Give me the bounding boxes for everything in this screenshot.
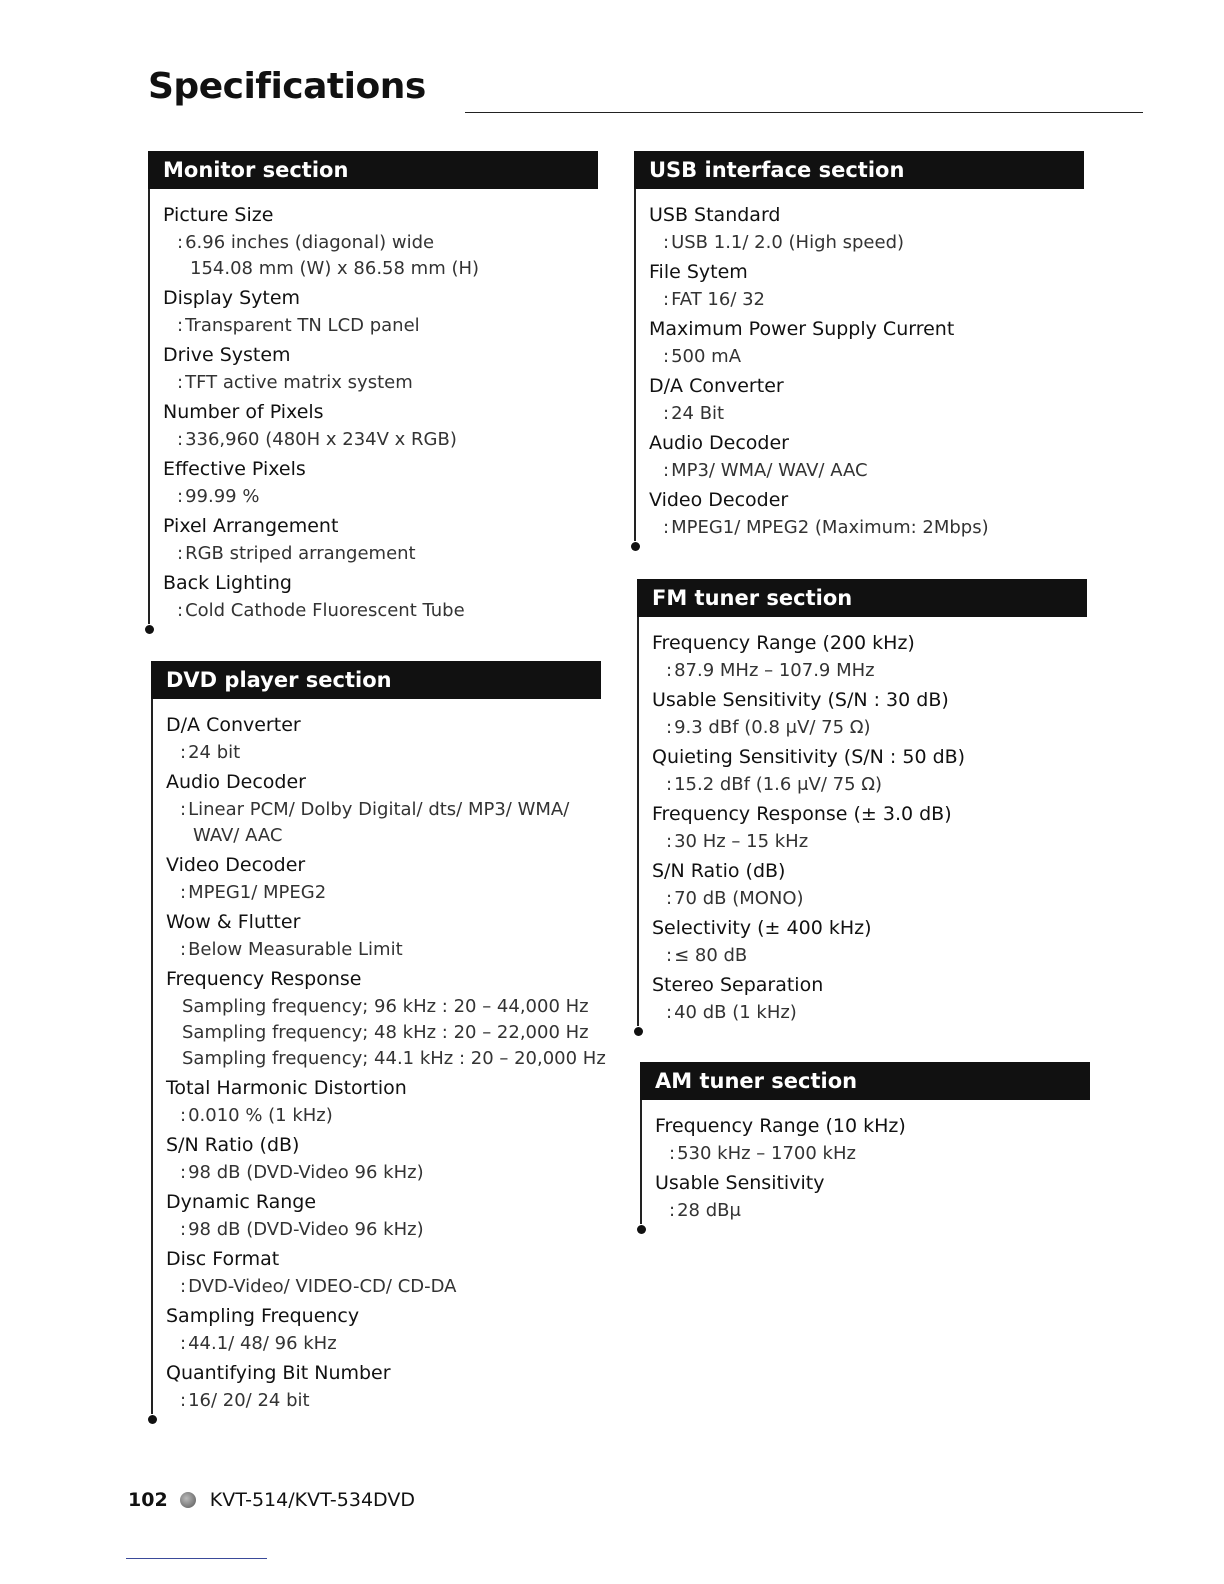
spec-value — [166, 1331, 601, 1357]
spec-value — [166, 1046, 606, 1072]
spec-value-text: 24 bit — [188, 742, 241, 763]
spec-value-text: 500 mA — [671, 346, 742, 367]
usb-section — [634, 151, 1084, 543]
spec-value — [655, 1141, 1090, 1167]
value-colon: : — [666, 888, 673, 909]
spec-label: Stereo Separation — [652, 974, 824, 996]
page-title: Specifications — [148, 66, 426, 107]
value-colon: : — [666, 1002, 673, 1023]
spec-item — [652, 686, 1087, 741]
spec-label: Video Decoder — [649, 489, 789, 511]
spec-value-text: 336,960 (480H x 234V x RGB) — [185, 429, 457, 450]
monitor-section — [148, 151, 598, 626]
spec-item — [652, 743, 1087, 798]
spec-list — [652, 629, 1087, 1026]
spec-value-text: 98 dB (DVD-Video 96 kHz) — [188, 1162, 424, 1183]
spec-label: USB Standard — [649, 204, 781, 226]
spec-label: S/N Ratio (dB) — [166, 1134, 300, 1156]
spec-value-text: 24 Bit — [671, 403, 725, 424]
spec-value — [652, 658, 1087, 684]
spec-value-text: USB 1.1/ 2.0 (High speed) — [671, 232, 905, 253]
spec-label: Pixel Arrangement — [163, 515, 339, 537]
spec-label: Display Sytem — [163, 287, 301, 309]
bullet-icon — [180, 1492, 196, 1508]
spec-value — [163, 484, 598, 510]
value-colon: : — [663, 232, 670, 253]
value-colon: : — [663, 460, 670, 481]
spec-value-text: MPEG1/ MPEG2 — [188, 882, 327, 903]
value-colon: : — [177, 543, 184, 564]
spec-item — [163, 569, 598, 624]
spec-item — [652, 857, 1087, 912]
spec-value — [649, 230, 1084, 256]
value-colon: : — [180, 799, 187, 820]
spec-label: Maximum Power Supply Current — [649, 318, 955, 340]
spec-value-text: 30 Hz – 15 kHz — [674, 831, 809, 852]
value-colon: : — [666, 774, 673, 795]
spec-value-text: ≤ 80 dB — [674, 945, 748, 966]
section-header: Monitor section — [148, 151, 598, 189]
spec-item — [163, 201, 598, 282]
spec-item — [163, 341, 598, 396]
spec-label: Audio Decoder — [649, 432, 789, 454]
spec-item — [163, 398, 598, 453]
spec-value — [652, 772, 1087, 798]
spec-value-text: TFT active matrix system — [185, 372, 413, 393]
spec-item — [166, 851, 601, 906]
section-line — [637, 617, 639, 1026]
spec-item — [652, 914, 1087, 969]
spec-label: Frequency Range (10 kHz) — [655, 1115, 906, 1137]
spec-item — [166, 768, 601, 849]
spec-item — [652, 800, 1087, 855]
spec-item — [649, 201, 1084, 256]
section-line — [148, 189, 150, 624]
value-colon: : — [666, 945, 673, 966]
spec-label: Usable Sensitivity (S/N : 30 dB) — [652, 689, 949, 711]
spec-value — [163, 230, 598, 256]
spec-item — [652, 971, 1087, 1026]
section-header: DVD player section — [151, 661, 601, 699]
spec-value-text: Cold Cathode Fluorescent Tube — [185, 600, 465, 621]
spec-label: Effective Pixels — [163, 458, 306, 480]
spec-item — [166, 1359, 601, 1414]
spec-value-text: Sampling frequency; 44.1 kHz : 20 – 20,000 Hz — [182, 1048, 606, 1069]
value-colon: : — [663, 346, 670, 367]
spec-item — [166, 965, 606, 1072]
spec-label: D/A Converter — [166, 714, 301, 736]
spec-item — [166, 908, 601, 963]
spec-value-text: 6.96 inches (diagonal) wide — [185, 232, 435, 253]
spec-label: D/A Converter — [649, 375, 784, 397]
spec-value — [649, 344, 1084, 370]
fm-section — [637, 579, 1087, 1028]
spec-value — [166, 994, 601, 1020]
spec-item — [649, 372, 1084, 427]
section-body — [148, 189, 598, 624]
spec-label: Frequency Range (200 kHz) — [652, 632, 915, 654]
spec-value-text: 9.3 dBf (0.8 μV/ 75 Ω) — [674, 717, 871, 738]
spec-label: Disc Format — [166, 1248, 280, 1270]
spec-value — [166, 740, 601, 766]
spec-value — [163, 598, 598, 624]
spec-value-text: Below Measurable Limit — [188, 939, 403, 960]
section-body — [640, 1100, 1090, 1224]
spec-item — [166, 1131, 601, 1186]
spec-value — [163, 256, 598, 282]
spec-label: Usable Sensitivity — [655, 1172, 825, 1194]
page-footer — [128, 1489, 415, 1511]
value-colon: : — [180, 742, 187, 763]
spec-value — [652, 886, 1087, 912]
value-colon: : — [180, 939, 187, 960]
am-section — [640, 1062, 1090, 1226]
spec-value-text: MPEG1/ MPEG2 (Maximum: 2Mbps) — [671, 517, 989, 538]
spec-value-text: Transparent TN LCD panel — [185, 315, 420, 336]
spec-label: Quantifying Bit Number — [166, 1362, 391, 1384]
spec-label: Frequency Response — [166, 968, 362, 990]
value-colon: : — [666, 717, 673, 738]
section-body — [151, 699, 606, 1414]
section-body — [637, 617, 1087, 1026]
spec-value — [166, 1217, 601, 1243]
spec-label: Frequency Response (± 3.0 dB) — [652, 803, 952, 825]
spec-label: Video Decoder — [166, 854, 306, 876]
section-line — [640, 1100, 642, 1224]
spec-value-text: 44.1/ 48/ 96 kHz — [188, 1333, 337, 1354]
spec-value — [649, 401, 1084, 427]
spec-value — [649, 458, 1084, 484]
spec-item — [163, 455, 598, 510]
spec-item — [166, 1302, 601, 1357]
spec-item — [649, 486, 1084, 541]
value-colon: : — [177, 232, 184, 253]
spec-value — [166, 937, 601, 963]
value-colon: : — [669, 1143, 676, 1164]
spec-label: Back Lighting — [163, 572, 292, 594]
spec-value-text: 530 kHz – 1700 kHz — [677, 1143, 856, 1164]
page-number: 102 — [128, 1489, 168, 1511]
value-colon: : — [177, 315, 184, 336]
spec-item — [649, 429, 1084, 484]
value-colon: : — [177, 429, 184, 450]
spec-value-text: WAV/ AAC — [193, 825, 283, 846]
spec-label: Quieting Sensitivity (S/N : 50 dB) — [652, 746, 966, 768]
spec-value — [166, 823, 601, 849]
spec-value — [652, 943, 1087, 969]
value-colon: : — [663, 517, 670, 538]
spec-item — [163, 284, 598, 339]
bottom-rule — [126, 1558, 267, 1559]
spec-item — [649, 258, 1084, 313]
section-header: AM tuner section — [640, 1062, 1090, 1100]
spec-value — [652, 1000, 1087, 1026]
spec-value-text: 87.9 MHz – 107.9 MHz — [674, 660, 875, 681]
spec-value-text: Sampling frequency; 48 kHz : 20 – 22,000 Hz — [182, 1022, 589, 1043]
value-colon: : — [180, 1390, 187, 1411]
spec-list — [166, 711, 606, 1414]
spec-label: Sampling Frequency — [166, 1305, 360, 1327]
value-colon: : — [663, 289, 670, 310]
value-colon: : — [177, 600, 184, 621]
spec-value-text: 98 dB (DVD-Video 96 kHz) — [188, 1219, 424, 1240]
spec-value — [166, 1274, 601, 1300]
spec-item — [649, 315, 1084, 370]
spec-label: Total Harmonic Distortion — [166, 1077, 407, 1099]
spec-value — [166, 1103, 601, 1129]
spec-value — [649, 287, 1084, 313]
value-colon: : — [177, 486, 184, 507]
section-header: FM tuner section — [637, 579, 1087, 617]
spec-value-text: MP3/ WMA/ WAV/ AAC — [671, 460, 868, 481]
spec-value — [166, 1388, 601, 1414]
spec-list — [649, 201, 1084, 541]
spec-label: Dynamic Range — [166, 1191, 317, 1213]
value-colon: : — [180, 1105, 187, 1126]
value-colon: : — [666, 831, 673, 852]
spec-value-text: 28 dBμ — [677, 1200, 741, 1221]
spec-label: File Sytem — [649, 261, 748, 283]
spec-item — [652, 629, 1087, 684]
spec-value — [163, 427, 598, 453]
section-line — [151, 699, 153, 1414]
spec-value — [655, 1198, 1090, 1224]
spec-value — [166, 880, 601, 906]
spec-item — [655, 1112, 1090, 1167]
spec-value — [652, 715, 1087, 741]
value-colon: : — [663, 403, 670, 424]
spec-value — [652, 829, 1087, 855]
value-colon: : — [180, 882, 187, 903]
title-rule — [465, 112, 1143, 113]
spec-value-text: Sampling frequency; 96 kHz : 20 – 44,000 Hz — [182, 996, 589, 1017]
spec-label: Wow & Flutter — [166, 911, 301, 933]
spec-item — [166, 711, 601, 766]
spec-item — [166, 1188, 601, 1243]
section-body — [634, 189, 1084, 541]
spec-item — [166, 1245, 601, 1300]
spec-value — [163, 313, 598, 339]
spec-value-text: FAT 16/ 32 — [671, 289, 766, 310]
section-line — [634, 189, 636, 541]
spec-label: Audio Decoder — [166, 771, 306, 793]
value-colon: : — [177, 372, 184, 393]
spec-value-text: Linear PCM/ Dolby Digital/ dts/ MP3/ WMA/ — [188, 799, 570, 820]
spec-value-text: 99.99 % — [185, 486, 260, 507]
spec-label: Drive System — [163, 344, 291, 366]
spec-value — [166, 1160, 601, 1186]
spec-value — [166, 1020, 601, 1046]
spec-label: Picture Size — [163, 204, 274, 226]
value-colon: : — [669, 1200, 676, 1221]
spec-value-text: 70 dB (MONO) — [674, 888, 804, 909]
spec-value — [163, 370, 598, 396]
spec-list — [655, 1112, 1090, 1224]
spec-value-text: RGB striped arrangement — [185, 543, 416, 564]
value-colon: : — [180, 1333, 187, 1354]
spec-value-text: 154.08 mm (W) x 86.58 mm (H) — [190, 258, 480, 279]
spec-value-text: 0.010 % (1 kHz) — [188, 1105, 333, 1126]
spec-value — [163, 541, 598, 567]
spec-label: Number of Pixels — [163, 401, 324, 423]
spec-value-text: 16/ 20/ 24 bit — [188, 1390, 310, 1411]
value-colon: : — [180, 1276, 187, 1297]
value-colon: : — [666, 660, 673, 681]
spec-label: Selectivity (± 400 kHz) — [652, 917, 872, 939]
spec-item — [163, 512, 598, 567]
spec-list — [163, 201, 598, 624]
spec-item — [166, 1074, 601, 1129]
model-name: KVT-514/KVT-534DVD — [209, 1489, 415, 1511]
spec-value-text: 15.2 dBf (1.6 μV/ 75 Ω) — [674, 774, 883, 795]
spec-value — [649, 515, 1084, 541]
spec-value-text: 40 dB (1 kHz) — [674, 1002, 797, 1023]
value-colon: : — [180, 1162, 187, 1183]
dvd-section — [151, 661, 606, 1416]
spec-value-text: DVD-Video/ VIDEO-CD/ CD-DA — [188, 1276, 457, 1297]
spec-item — [655, 1169, 1090, 1224]
spec-value — [166, 797, 601, 823]
value-colon: : — [180, 1219, 187, 1240]
section-header: USB interface section — [634, 151, 1084, 189]
spec-label: S/N Ratio (dB) — [652, 860, 786, 882]
